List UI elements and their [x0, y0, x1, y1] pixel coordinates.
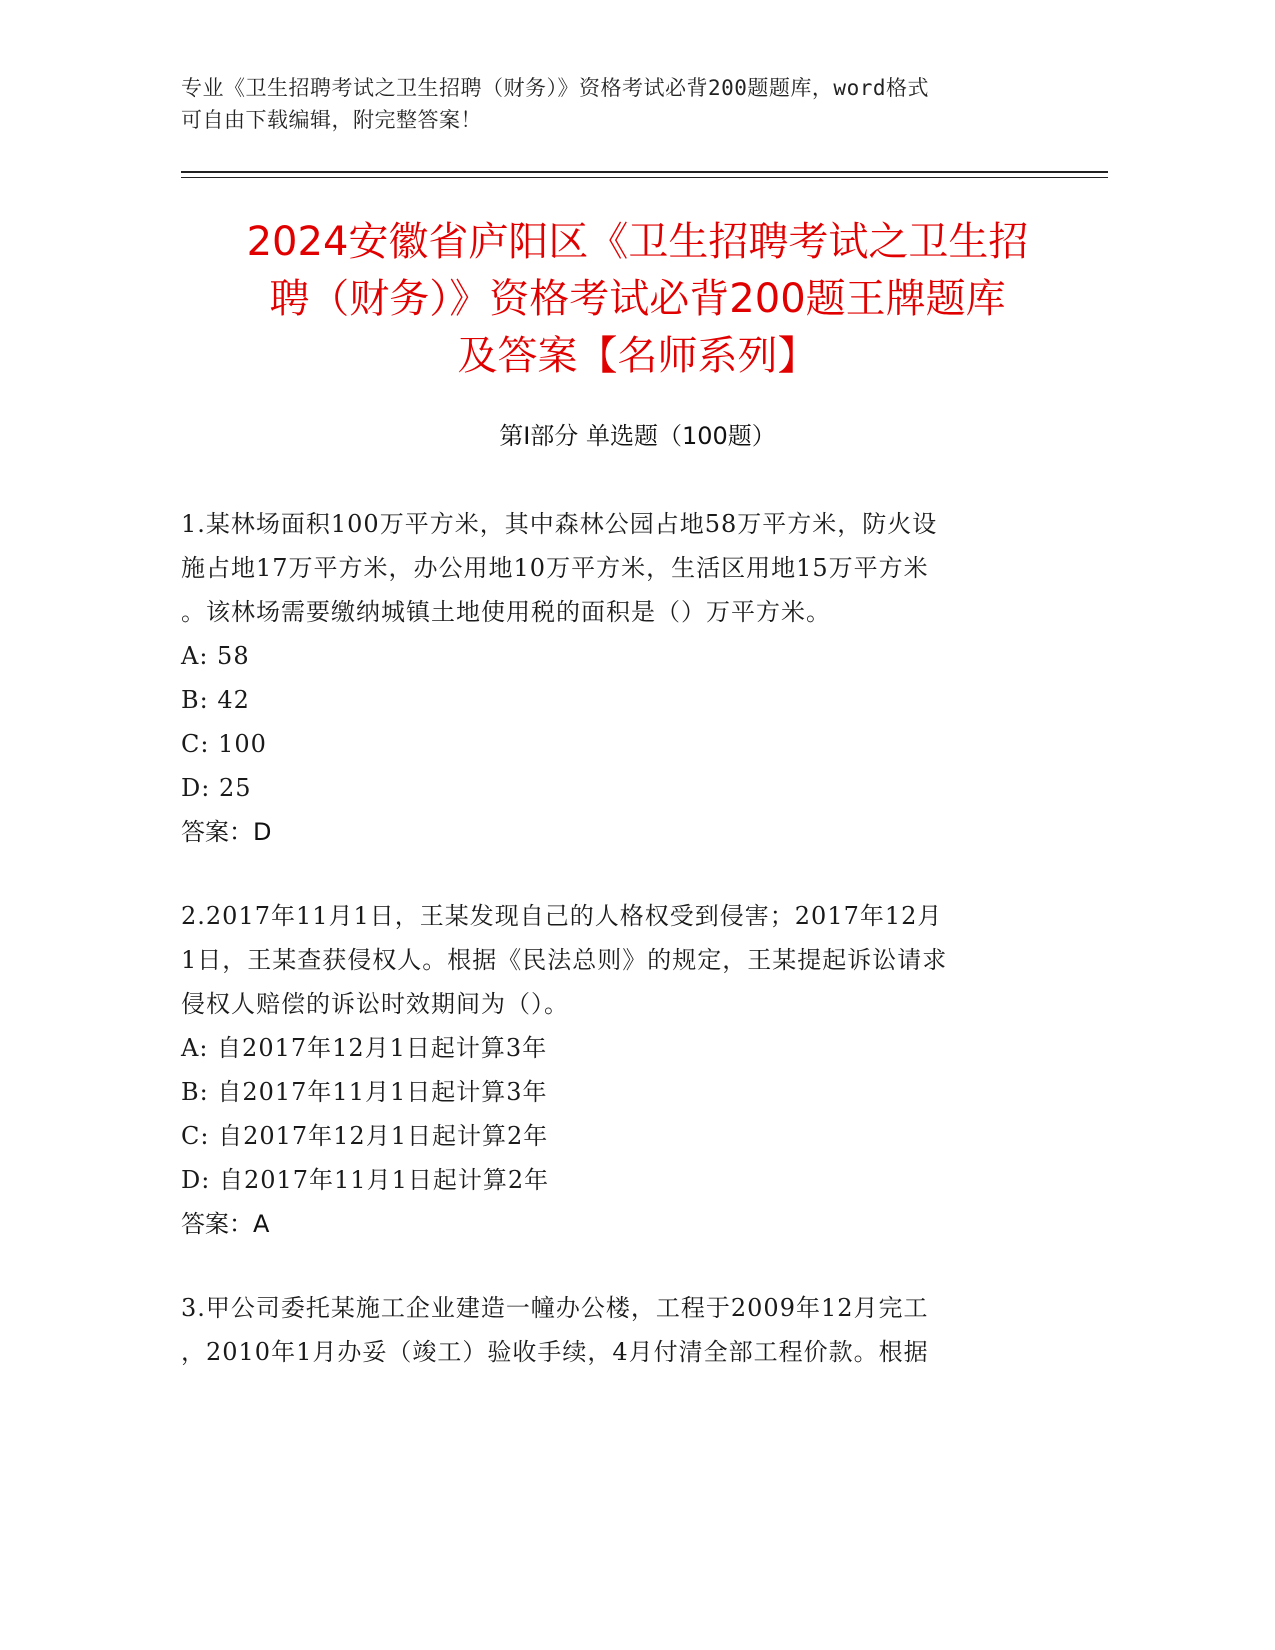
header-note-line-1: 专业《卫生招聘考试之卫生招聘（财务）》资格考试必背200题题库，word格式 [181, 76, 929, 100]
question-2-stem-line-2: 1日，王某查获侵权人。根据《民法总则》的规定，王某提起诉讼请求 [181, 946, 948, 974]
question-2-option-c: C: 自2017年12月1日起计算2年 [181, 1122, 549, 1150]
header-note [181, 72, 1061, 136]
question-2-answer: 答案：A [181, 1210, 270, 1238]
question-2-option-a: A: 自2017年12月1日起计算3年 [181, 1034, 548, 1062]
question-1-option-b: B: 42 [181, 686, 250, 714]
question-2-option-d: D: 自2017年11月1日起计算2年 [181, 1166, 550, 1194]
question-1-option-c: C: 100 [181, 730, 267, 758]
question-3-stem-line-2: ，2010年1月办妥（竣工）验收手续，4月付清全部工程价款。根据 [181, 1338, 929, 1366]
header-divider-thick [181, 171, 1108, 173]
question-1-option-a: A: 58 [181, 642, 250, 670]
question-1-option-d: D: 25 [181, 774, 252, 802]
question-2 [181, 894, 1051, 1246]
document-title [150, 214, 1125, 385]
question-2-option-b: B: 自2017年11月1日起计算3年 [181, 1078, 548, 1106]
header-note-line-2: 可自由下载编辑，附完整答案！ [181, 108, 482, 132]
question-2-stem-line-3: 侵权人赔偿的诉讼时效期间为（）。 [181, 990, 569, 1018]
question-1-answer: 答案：D [181, 818, 272, 846]
header-divider-thin [181, 177, 1108, 178]
question-1 [181, 502, 1051, 854]
question-1-stem-line-2: 施占地17万平方米，办公用地10万平方米，生活区用地15万平方米 [181, 554, 929, 582]
section-title: 第Ⅰ部分 单选题（100题） [499, 422, 776, 450]
question-2-stem-line-1: 2.2017年11月1日，王某发现自己的人格权受到侵害；2017年12月 [181, 902, 943, 930]
document-title-line-1: 2024安徽省庐阳区《卫生招聘考试之卫生招 [246, 219, 1029, 265]
question-3-stem-line-1: 3.甲公司委托某施工企业建造一幢办公楼，工程于2009年12月完工 [181, 1294, 929, 1322]
document-title-line-2: 聘（财务）》资格考试必背200题王牌题库 [269, 276, 1006, 322]
document-title-line-3: 及答案【名师系列】 [457, 333, 818, 379]
question-3 [181, 1286, 1051, 1374]
question-1-stem-line-3: 。该林场需要缴纳城镇土地使用税的面积是（）万平方米。 [181, 598, 831, 626]
question-1-stem-line-1: 1.某林场面积100万平方米，其中森林公园占地58万平方米，防火设 [181, 510, 938, 538]
